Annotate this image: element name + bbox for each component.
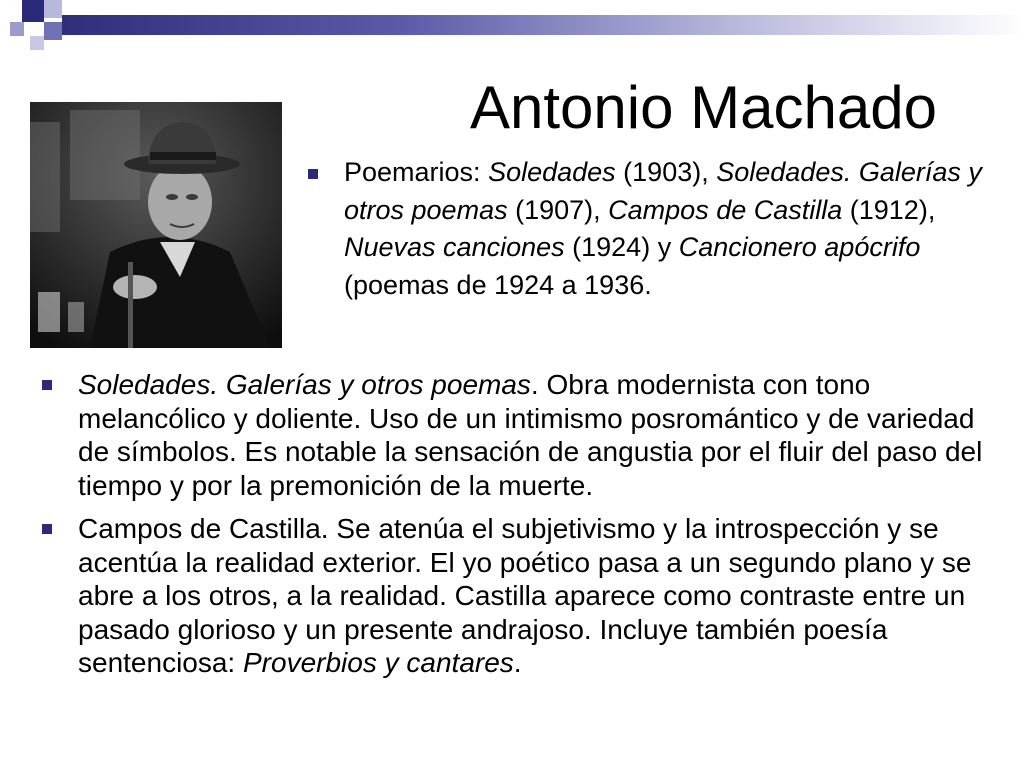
italic-segment: Soledades. Galerías y otros poemas — [344, 157, 982, 225]
decor-square — [44, 0, 62, 18]
decor-gradient-bar — [62, 15, 1024, 35]
portrait-photo — [30, 102, 282, 348]
bullet-square-icon — [308, 169, 318, 179]
text-segment: . — [513, 647, 522, 678]
decor-square — [10, 22, 24, 36]
italic-segment: Cancionero apócrifo — [678, 232, 921, 262]
campos-bullet — [40, 512, 1000, 680]
text-segment: Poemarios: — [344, 157, 489, 187]
soledades-bullet — [40, 368, 1000, 502]
bullet-text — [78, 369, 982, 501]
bullet-square-icon — [42, 380, 52, 390]
italic-segment: Campos de Castilla — [608, 194, 843, 225]
text-segment: (1903), — [615, 157, 717, 187]
decor-square — [22, 0, 44, 22]
text-segment: (1912), — [842, 194, 936, 225]
italic-segment: Proverbios y cantares — [243, 647, 514, 678]
poemarios-bullet — [306, 154, 1006, 304]
italic-segment: Soledades — [488, 157, 616, 187]
slide-title: Antonio Machado — [470, 74, 937, 141]
text-segment: (1924) y — [564, 232, 679, 262]
decor-square — [44, 22, 62, 40]
main-bullet-list — [40, 368, 1000, 690]
intro-bullet-list — [306, 154, 1006, 304]
title-decoration — [0, 0, 1024, 60]
decor-square — [30, 36, 44, 50]
italic-segment: Soledades. Galerías y otros poemas — [78, 369, 531, 400]
bullet-text — [78, 513, 972, 678]
text-segment: Campos de Castilla. Se atenúa el subjetivismo y la introspección y se acentúa la realidad exterior. El yo poético pasa a un segundo plano y se abre a los otros, a la realidad. Castilla aparece como contraste entre un pasado glorioso y un presente andrajoso. Incluye también poesía sentenciosa: — [78, 513, 972, 678]
bullet-text — [344, 157, 982, 300]
bullet-square-icon — [42, 524, 52, 534]
italic-segment: Nuevas canciones — [344, 232, 565, 262]
text-segment: (poemas de 1924 a 1936. — [344, 269, 652, 300]
text-segment: (1907), — [507, 194, 609, 225]
text-segment: . Obra modernista con tono melancólico y doliente. Uso de un intimismo posromántico y de variedad de símbolos. Es notable la sensación de angustia por el fluir del paso del tiempo y por la premonición de la muerte. — [78, 369, 983, 501]
